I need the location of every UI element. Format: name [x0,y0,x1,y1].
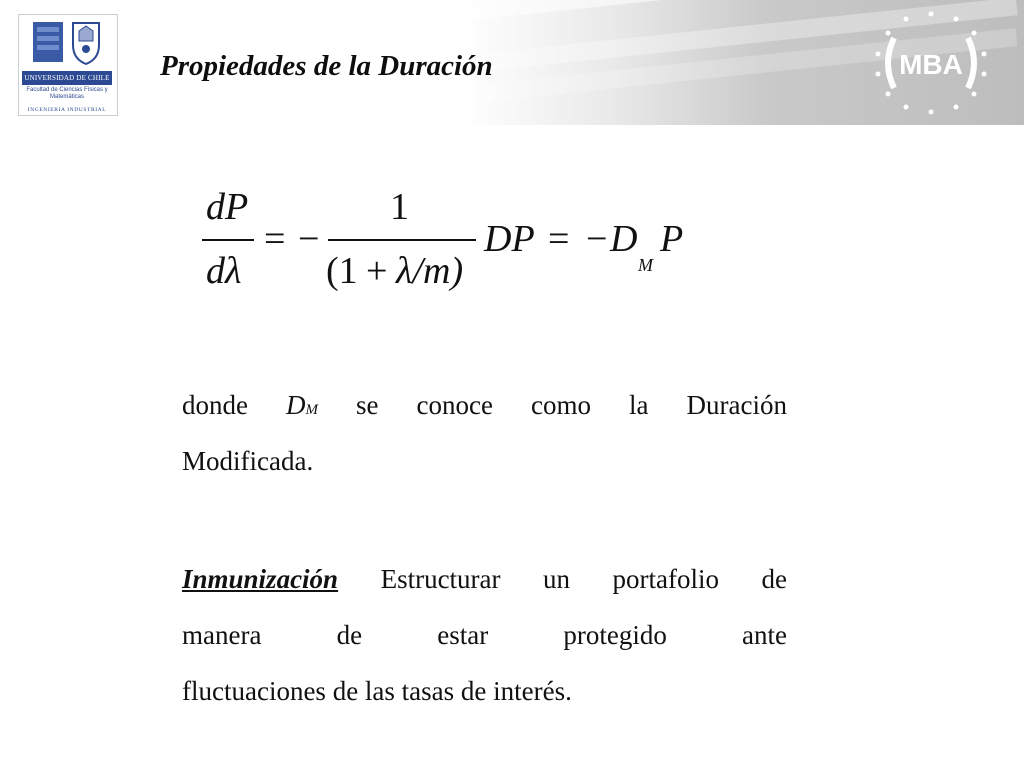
dm-symbol: DM [286,390,318,420]
eq-subscript-m: M [638,255,653,275]
word: la [629,390,649,420]
eq-equals-2: = [548,218,570,260]
word: un [543,564,571,594]
eq-frac-den-rest: λ/m) [396,250,464,292]
eq-rhs-fraction-bar [328,239,476,241]
word: ante [742,620,787,650]
eq-lhs-numerator: dP [206,186,249,228]
word: protegido [563,620,667,650]
word: conoce [416,390,493,420]
modified-duration-paragraph [182,390,787,477]
eq-frac-den-open: (1 [326,250,358,292]
word: como [531,390,591,420]
eq-frac-numerator: 1 [390,186,409,228]
eq-p: P [660,218,684,260]
duration-equation [200,185,720,305]
mba-logo-text: MBA [899,49,963,80]
paragraph-line [182,620,787,660]
word: estar [437,620,489,650]
paragraph-line: fluctuaciones de las tasas de interés. [182,676,572,706]
university-crest-icon [31,19,105,65]
immunization-term: Inmunización [182,564,339,594]
word: de [761,564,787,594]
eq-minus-2: − [586,218,608,260]
eq-frac-den-plus: + [366,250,388,292]
eq-equals-1: = [264,218,286,260]
paragraph-line [182,390,787,430]
eq-lhs-fraction-bar [202,239,254,241]
word: de [336,620,363,650]
eq-d: D [610,218,638,260]
eq-dp: DP [484,218,535,260]
slide-header [0,0,1024,125]
word: se [356,390,379,420]
paragraph-line [182,564,787,604]
immunization-paragraph [182,564,787,707]
slide-title: Propiedades de la Duración [160,50,493,82]
word: Duración [686,390,787,420]
word: donde [182,390,248,420]
word: portafolio [612,564,720,594]
university-logo [18,14,118,116]
eq-lhs-denominator: dλ [206,250,242,292]
school-name: INGENIERIA INDUSTRIAL [27,107,107,113]
eq-minus-1: − [298,218,320,260]
paragraph-line: Modificada. [182,446,314,476]
university-name: UNIVERSIDAD DE CHILE [22,71,112,85]
word: manera [182,620,262,650]
faculty-name: Facultad de Ciencias Físicas y Matemáticas [26,87,108,100]
word: Estructurar [380,564,501,594]
mba-logo [866,8,996,116]
